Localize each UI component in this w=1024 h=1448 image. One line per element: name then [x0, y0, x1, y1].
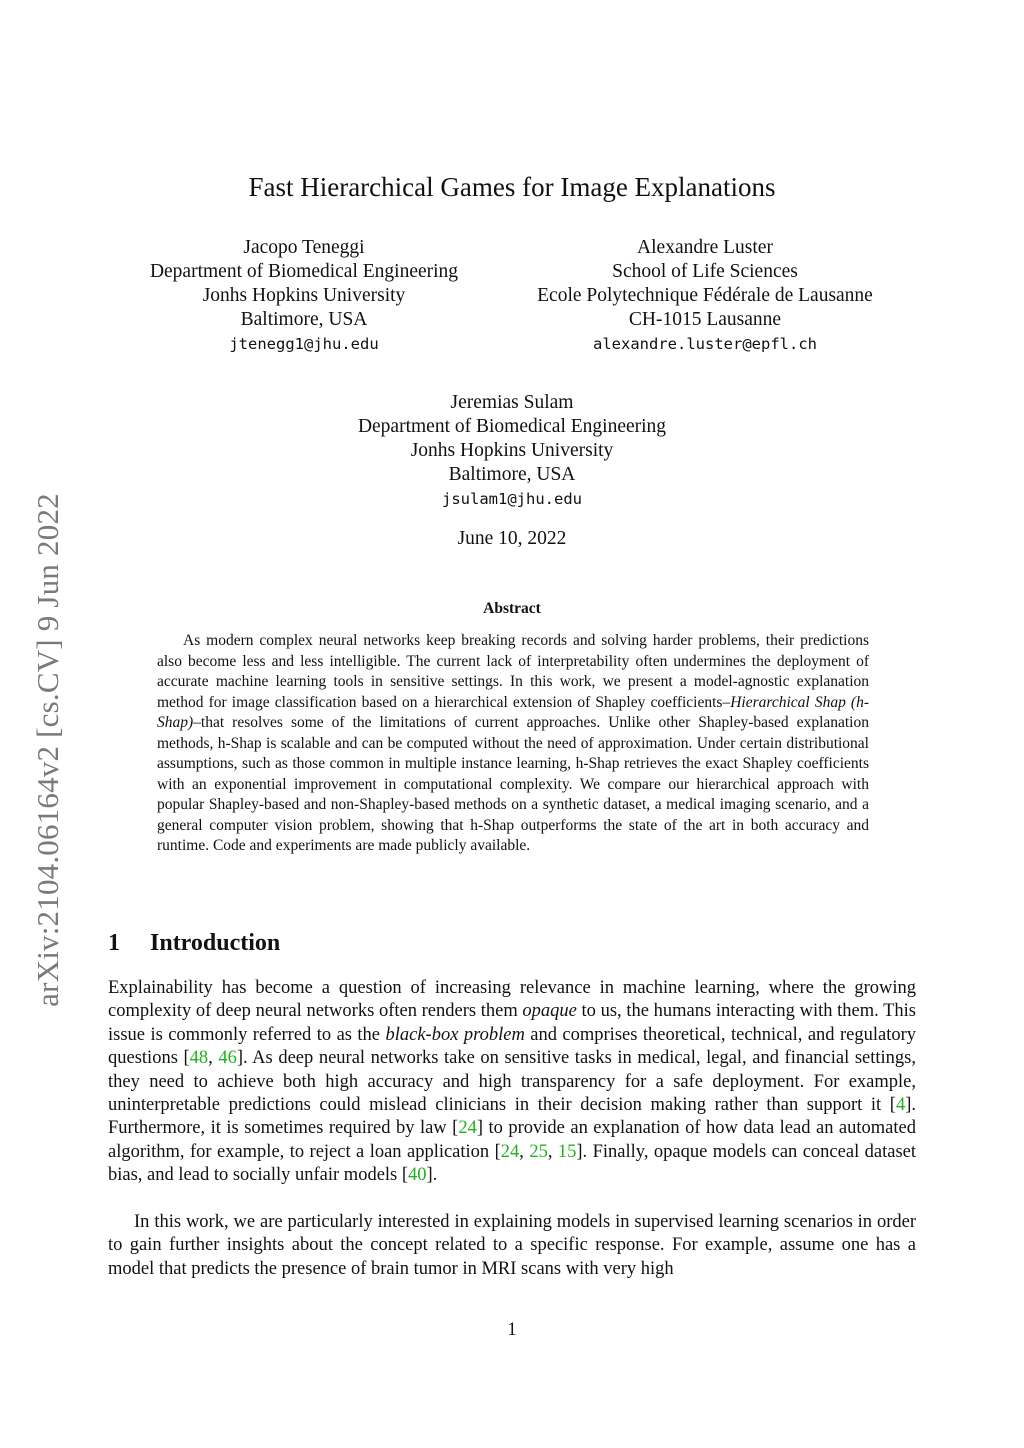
citation-link[interactable]: 46 [218, 1048, 237, 1069]
emphasis-black-box-problem: black-box problem [385, 1024, 525, 1045]
text-run: Explainability has become a question of increasing relevance in machine learning, where the growing complexity of deep neural networks often renders them [108, 978, 916, 1022]
text-run: ]. Furthermore, it is sometimes required by law [ [108, 1095, 916, 1139]
citation-link[interactable]: 4 [895, 1095, 906, 1116]
author-name: Alexandre Luster [637, 237, 773, 258]
text-run: , [208, 1048, 219, 1069]
citation-link[interactable]: 25 [529, 1141, 548, 1162]
author-institution: Jonhs Hopkins University [410, 440, 614, 461]
emphasis-opaque: opaque [522, 1001, 577, 1022]
author-department: Department of Biomedical Engineering [357, 416, 667, 437]
author-department: Department of Biomedical Engineering [149, 261, 459, 282]
text-run: to us, the humans interacting with them. This issue is commonly referred to as the [108, 1001, 916, 1045]
author-block-3 [300, 391, 724, 511]
author-name: Jacopo Teneggi [243, 237, 365, 258]
text-run: ]. Finally, opaque models can conceal dataset bias, and lead to socially unfair models [ [108, 1141, 917, 1186]
intro-paragraph-2: In this work, we are particularly interested in explaining models in supervised learning scenarios in order to gain further insights about the concept related to a specific response. For example, assume one has a model that predicts the presence of brain tumor in MRI scans with very high [108, 1212, 916, 1279]
page-number: 1 [507, 1320, 517, 1340]
author-email[interactable]: alexandre.luster@epfl.ch [593, 335, 817, 353]
citation-link[interactable]: 15 [557, 1141, 577, 1162]
section-title: Introduction [150, 930, 281, 956]
author-department: School of Life Sciences [612, 261, 798, 282]
text-run: ]. As deep neural networks take on sensitive tasks in medical, legal, and financial settings, they need to achieve both high accuracy and high transparency for a safe deployment. For example, uninterpretable predictions could mislead clinicians in their decision making rather than support it [ [108, 1048, 916, 1116]
author-email[interactable]: jsulam1@jhu.edu [442, 490, 582, 508]
author-location: Baltimore, USA [240, 309, 368, 330]
abstract-text-part-1: As modern complex neural networks keep breaking records and solving harder problems, their predictions also become less and less intelligible. The current lack of interpretability often undermines the deployment of accurate machine learning tools in sensitive settings. In this work, we present a model-agnostic explanation method for image classification based on a hierarchical extension of Shapley coefficients– [157, 632, 869, 711]
author-location: Baltimore, USA [448, 464, 576, 485]
abstract-text-part-2: –that resolves some of the limitations of current approaches. Unlike other Shapley-based explanation methods, h-Shap is scalable and can be computed without the need of approximation. Under certain distributional assumptions, such as those common in multiple instance learning, h-Shap retrieves the exact Shapley coefficients with an exponential improvement in computational complexity. We compare our hierarchical approach with popular Shapley-based and non-Shapley-based methods on a synthetic dataset, a medical imaging scenario, and a general computer vision problem, showing that h-Shap outperforms the state of the art in both accuracy and runtime. Code and experiments are made publicly available. [157, 714, 869, 854]
text-run: and comprises theoretical, technical, and regulatory questions [ [108, 1024, 916, 1069]
author-location: CH-1015 Lausanne [628, 309, 782, 330]
text-run: , [519, 1141, 530, 1162]
author-institution: Ecole Polytechnique Fédérale de Lausanne [537, 285, 873, 306]
abstract-heading: Abstract [483, 600, 541, 617]
section-heading [108, 930, 280, 957]
publication-date: June 10, 2022 [457, 528, 567, 549]
author-name: Jeremias Sulam [450, 392, 574, 413]
author-block-2 [510, 236, 900, 356]
author-institution: Jonhs Hopkins University [202, 285, 406, 306]
citation-link[interactable]: 48 [189, 1048, 209, 1069]
text-run: ] to provide an explanation of how data lead an automated algorithm, for example, to reject a loan application [ [108, 1118, 916, 1162]
author-email[interactable]: jtenegg1@jhu.edu [229, 335, 379, 353]
abstract-emphasis: Hierarchical Shap (h-Shap) [157, 693, 869, 731]
author-block-1 [98, 236, 510, 356]
citation-link[interactable]: 24 [500, 1141, 520, 1162]
citation-link[interactable]: 24 [458, 1118, 477, 1139]
paper-title: Fast Hierarchical Games for Image Explanations [248, 172, 776, 202]
arxiv-identifier-stamp: arXiv:2104.06164v2 [cs.CV] 9 Jun 2022 [30, 493, 65, 1007]
intro-paragraph-1 [108, 977, 916, 1188]
text-run: ]. [426, 1165, 438, 1186]
citation-link[interactable]: 40 [408, 1165, 427, 1186]
text-run: , [547, 1141, 558, 1162]
abstract-text [157, 631, 869, 857]
section-number: 1 [108, 930, 120, 956]
